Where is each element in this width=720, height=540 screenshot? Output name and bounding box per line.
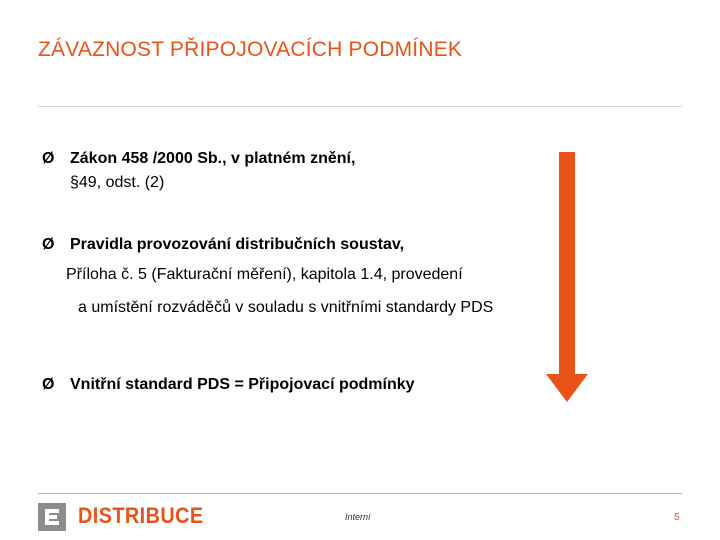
bullet-1-line-1: Zákon 458 /2000 Sb., v platném znění, [70, 150, 356, 167]
page-number: 5 [674, 512, 680, 523]
bullet-2-arrow-icon: Ø [42, 236, 55, 253]
down-arrow-icon [546, 152, 588, 402]
classification-note: Interní [345, 512, 371, 522]
brand-logo-text: DISTRIBUCE [78, 503, 204, 528]
title-divider [38, 106, 682, 107]
footer-divider [38, 493, 682, 494]
bullet-2-line-3: a umístění rozváděčů v souladu s vnitřními standardy PDS [78, 299, 494, 316]
slide-title: ZÁVAZNOST PŘIPOJOVACÍCH PODMÍNEK [38, 38, 463, 61]
bullet-3-line-1: Vnitřní standard PDS = Připojovací podmínky [70, 376, 415, 393]
bullet-2-line-2: Příloha č. 5 (Fakturační měření), kapitola 1.4, provedení [66, 266, 463, 283]
bullet-3-arrow-icon: Ø [42, 376, 55, 393]
bullet-2-line-1: Pravidla provozování distribučních soustav, [70, 236, 405, 253]
bullet-1-arrow-icon: Ø [42, 150, 55, 167]
bullet-1-line-2: §49, odst. (2) [70, 174, 165, 191]
cez-logo-icon [38, 503, 66, 531]
